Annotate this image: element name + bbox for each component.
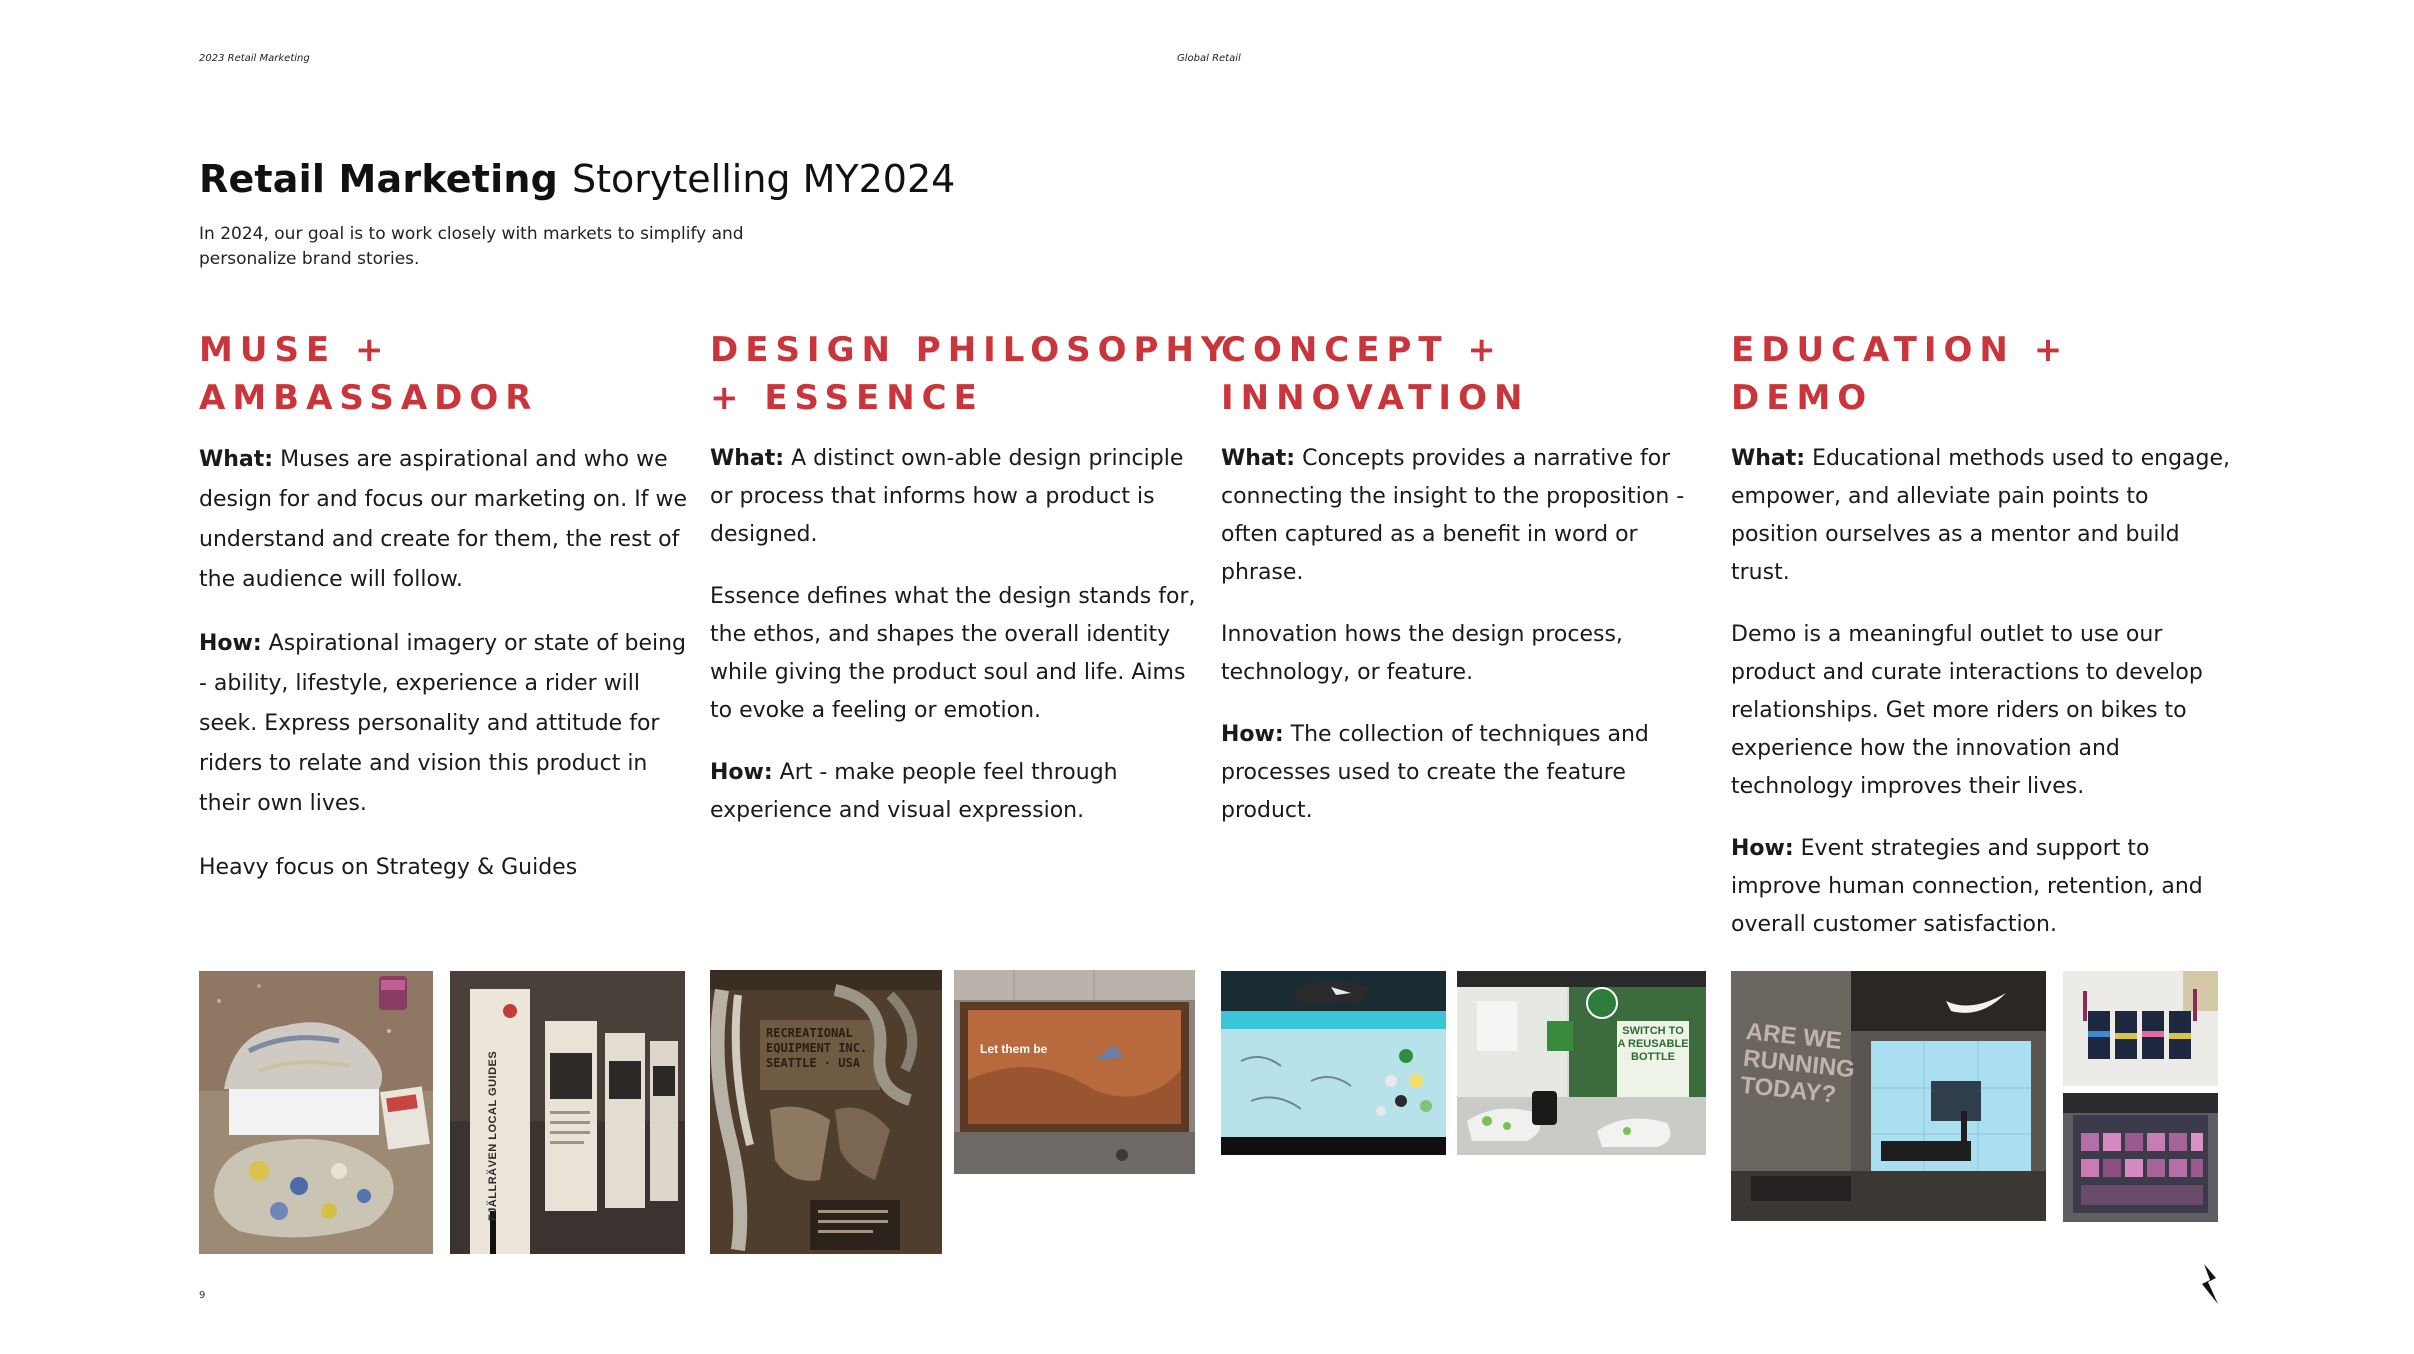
photo-product-tags [2063,971,2218,1086]
document-meta-center: Global Retail [1177,53,1241,64]
how-text: Art - make people feel through experience and visual expression. [710,760,1118,823]
heading-line-2: AMBASSADOR [199,378,539,418]
photo-table-art [1221,971,1446,1155]
page-number: 9 [199,1290,206,1301]
middle-paragraph: Essence defines what the design stands for, the ethos, and shapes the overall identity while giving the product soul and life. Aims to evoke a feeling or emotion. [710,584,1196,723]
how-label: How: [1731,836,1794,861]
page-title [199,157,955,201]
what-text: Concepts provides a narrative for connecting the insight to the proposition - often captured as a benefit in word or phrase. [1221,446,1685,585]
how-paragraph [1221,716,1711,830]
column-concept-innovation [1221,326,1711,830]
what-paragraph [1731,440,2231,592]
extra-paragraph: Heavy focus on Strategy & Guides [199,855,578,880]
how-label: How: [199,631,262,656]
column-heading [710,326,1233,422]
column-design-philosophy [710,326,1233,830]
page-subtitle: In 2024, our goal is to work closely with markets to simplify and personalize brand stories. [199,224,744,269]
column-heading [1221,326,1711,422]
heading-line-2: + ESSENCE [710,378,984,418]
rei-sign-text: RECREATIONAL EQUIPMENT INC. SEATTLE · USA [766,1026,868,1070]
photo-tags-art [2063,971,2218,1086]
what-label: What: [1221,446,1296,471]
photo-painted-sneakers [199,971,433,1254]
what-text: Educational methods used to engage, empower, and alleviate pain points to position ourselves as a mentor and build trust. [1731,446,2231,585]
photo-window-art [2063,1093,2218,1222]
fjallraven-sign-text: FJÄLLRÄVEN LOCAL GUIDES [487,1050,499,1221]
what-paragraph [1221,440,1711,592]
column-education-demo [1731,326,2231,944]
column-heading [1731,326,2231,422]
middle-paragraph: Demo is a meaningful outlet to use our product and curate interactions to develop relationships. Get more riders on bikes to experience how the innovation and technology improves their lives. [1731,622,2203,799]
how-label: How: [1221,722,1284,747]
let-them-be-text: Let them be [980,1042,1048,1056]
how-label: How: [710,760,773,785]
heading-line-1: MUSE + [199,330,391,370]
how-text: Event strategies and support to improve human connection, retention, and overall customer satisfaction. [1731,836,2203,937]
photo-reusable-bottle-display [1457,971,1706,1155]
heading-line-2: DEMO [1731,378,1874,418]
what-label: What: [199,447,274,472]
photo-store-window [2063,1093,2218,1222]
reusable-bottle-text: SWITCH TO A REUSABLE BOTTLE [1617,1025,1689,1063]
how-paragraph [1731,830,2231,944]
heading-line-1: EDUCATION + [1731,330,2070,370]
what-paragraph [710,440,1200,554]
what-label: What: [1731,446,1806,471]
brand-logo-icon [2196,1262,2224,1306]
how-text: The collection of techniques and processes used to create the feature product. [1221,722,1649,823]
document-meta-left: 2023 Retail Marketing [199,53,310,64]
what-text: Muses are aspirational and who we design for and focus our marketing on. If we understand and create for them, the rest of the audience will follow. [199,447,687,592]
heading-line-1: DESIGN PHILOSOPHY [710,330,1233,370]
photo-nike-running-demo [1731,971,2046,1221]
how-paragraph [710,754,1200,830]
photo-painted-sneakers-art [199,971,433,1254]
photo-display-art [954,970,1195,1174]
photo-rei-climbing-gear [710,970,942,1254]
what-label: What: [710,446,785,471]
heading-line-2: INNOVATION [1221,378,1530,418]
photo-interactive-table [1221,971,1446,1155]
photo-let-them-be-display [954,970,1195,1174]
heading-line-1: CONCEPT + [1221,330,1503,370]
how-paragraph [199,624,689,824]
photo-fjallraven-art [450,971,685,1254]
what-text: A distinct own-able design principle or process that informs how a product is designed. [710,446,1184,547]
middle-paragraph: Innovation hows the design process, technology, or feature. [1221,622,1623,685]
column-heading [199,326,689,422]
page-title-light: Storytelling MY2024 [572,157,956,201]
running-sign-text: ARE WE RUNNING TODAY? [1739,1017,1857,1109]
page-title-bold: Retail Marketing [199,157,558,201]
what-paragraph [199,440,689,600]
photo-rei-art [710,970,942,1254]
column-muse-ambassador [199,326,689,888]
photo-fjallraven-local-guides [450,971,685,1254]
how-text: Aspirational imagery or state of being - ability, lifestyle, experience a rider will seek. Express personality and attitude for riders to relate and vision this product in their own lives. [199,631,687,816]
